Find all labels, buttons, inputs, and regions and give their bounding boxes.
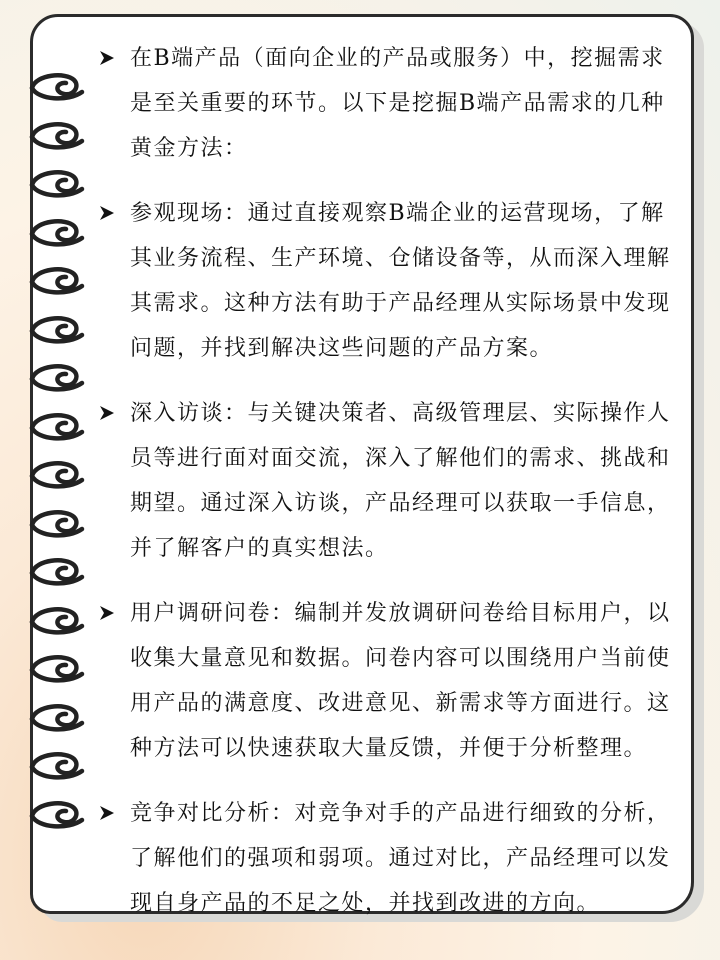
spiral-ring-icon xyxy=(22,555,92,589)
arrow-bullet-icon xyxy=(98,404,116,422)
spiral-ring-icon xyxy=(22,119,92,153)
list-item-intro xyxy=(98,36,684,171)
spiral-ring-icon xyxy=(22,798,92,832)
spiral-ring-icon xyxy=(22,507,92,541)
spiral-ring-icon xyxy=(22,216,92,250)
arrow-bullet-icon xyxy=(98,804,116,822)
spiral-ring-icon xyxy=(22,361,92,395)
list-item-interview xyxy=(98,391,684,571)
content-list xyxy=(98,36,684,946)
spiral-ring-icon xyxy=(22,652,92,686)
spiral-ring-icon xyxy=(22,458,92,492)
spiral-ring-icon xyxy=(22,701,92,735)
list-item-competitor xyxy=(98,791,684,926)
spiral-ring-icon xyxy=(22,749,92,783)
spiral-ring-icon xyxy=(22,264,92,298)
paragraph-interview: 深入访谈：与关键决策者、高级管理层、实际操作人员等进行面对面交流，深入了解他们的需求、挑战和期望。通过深入访谈，产品经理可以获取一手信息，并了解客户的真实想法。 xyxy=(130,401,671,561)
paragraph-competitor: 竞争对比分析：对竞争对手的产品进行细致的分析，了解他们的强项和弱项。通过对比，产品经理可以发现自身产品的不足之处，并找到改进的方向。 xyxy=(130,801,671,916)
spiral-ring-icon xyxy=(22,70,92,104)
spiral-ring-icon xyxy=(22,167,92,201)
arrow-bullet-icon xyxy=(98,604,116,622)
spiral-ring-icon xyxy=(22,410,92,444)
paragraph-survey: 用户调研问卷：编制并发放调研问卷给目标用户，以收集大量意见和数据。问卷内容可以围绕用户当前使用产品的满意度、改进意见、新需求等方面进行。这种方法可以快速获取大量反馈，并便于分析整理。 xyxy=(130,601,671,761)
arrow-bullet-icon xyxy=(98,204,116,222)
list-item-site-visit xyxy=(98,191,684,371)
spiral-binding xyxy=(22,70,92,850)
paragraph-site-visit: 参观现场：通过直接观察B端企业的运营现场，了解其业务流程、生产环境、仓储设备等，从而深入理解其需求。这种方法有助于产品经理从实际场景中发现问题，并找到解决这些问题的产品方案。 xyxy=(130,201,671,361)
spiral-ring-icon xyxy=(22,604,92,638)
paragraph-intro: 在B端产品（面向企业的产品或服务）中，挖掘需求是至关重要的环节。以下是挖掘B端产品需求的几种黄金方法： xyxy=(130,46,665,161)
arrow-bullet-icon xyxy=(98,49,116,67)
spiral-ring-icon xyxy=(22,313,92,347)
list-item-survey xyxy=(98,591,684,771)
